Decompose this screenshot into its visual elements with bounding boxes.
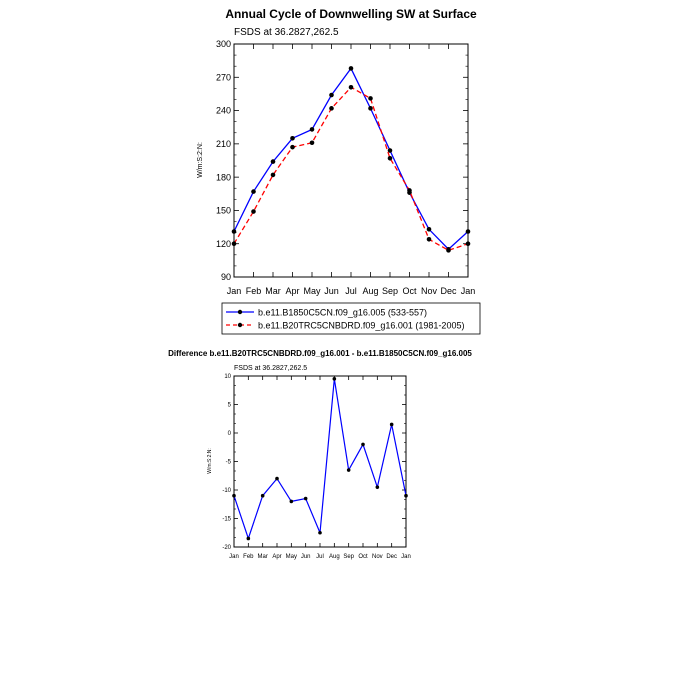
series-1-point bbox=[232, 241, 237, 246]
series-0-point bbox=[290, 500, 294, 504]
series-group bbox=[232, 66, 471, 253]
diff-chart-subtitle: FSDS at 36.2827,262.5 bbox=[234, 365, 308, 372]
series-0-point bbox=[232, 229, 237, 234]
series-1-point bbox=[446, 248, 451, 253]
series-0-point bbox=[347, 468, 351, 472]
series-0-point bbox=[427, 227, 432, 232]
x-tick-label: Sep bbox=[381, 286, 399, 296]
x-axis bbox=[227, 44, 476, 296]
x-tick-label: Apr bbox=[285, 286, 300, 296]
legend-marker-0 bbox=[238, 310, 242, 314]
series-1-point bbox=[368, 96, 373, 101]
series-0-point bbox=[390, 423, 394, 427]
annual-cycle-chart bbox=[197, 7, 480, 334]
y-tick-label: 180 bbox=[215, 172, 231, 183]
y-tick-label: -15 bbox=[222, 516, 231, 523]
series-0-point bbox=[275, 477, 279, 481]
x-tick-label: Jun bbox=[324, 286, 339, 296]
series-0-point bbox=[232, 494, 236, 498]
x-tick-label: Aug bbox=[328, 554, 340, 560]
difference-chart bbox=[168, 349, 472, 560]
series-0-point bbox=[361, 443, 365, 447]
x-tick-label: Oct bbox=[358, 554, 368, 560]
series-0-point bbox=[318, 531, 322, 535]
series-0-point bbox=[310, 127, 315, 132]
series-line-0 bbox=[234, 379, 406, 539]
x-tick-label: Dec bbox=[386, 554, 398, 560]
x-tick-label: May bbox=[303, 286, 321, 296]
series-1-point bbox=[466, 241, 471, 246]
series-1-point bbox=[329, 106, 334, 111]
x-tick-label: Jul bbox=[345, 286, 357, 296]
chart-title: Annual Cycle of Downwelling SW at Surface bbox=[225, 7, 477, 21]
series-0-point bbox=[271, 159, 276, 164]
series-1-point bbox=[290, 145, 295, 150]
y-tick-label: 10 bbox=[224, 374, 231, 381]
y-tick-label: 90 bbox=[220, 272, 231, 283]
plot-frame bbox=[234, 44, 468, 277]
y-tick-label: 240 bbox=[215, 105, 231, 116]
y-tick-label: -20 bbox=[222, 545, 231, 552]
series-line-0 bbox=[234, 68, 468, 249]
series-0-point bbox=[247, 537, 251, 541]
series-0-point bbox=[349, 66, 354, 71]
diff-chart-title: Difference b.e11.B20TRC5CNBDRD.f09_g16.001 - b.e11.B1850C5CN.f09_g16.005 bbox=[168, 349, 472, 358]
y-tick-label: 0 bbox=[227, 431, 231, 438]
x-tick-label: Nov bbox=[420, 286, 438, 296]
x-tick-label: Oct bbox=[402, 286, 417, 296]
x-tick-label: Jan bbox=[460, 286, 476, 296]
series-line-1 bbox=[234, 87, 468, 250]
chart-subtitle: FSDS at 36.2827,262.5 bbox=[234, 27, 339, 38]
series-1-point bbox=[271, 173, 276, 178]
x-tick-label: Jan bbox=[401, 554, 411, 560]
y-tick-label: 270 bbox=[215, 72, 231, 83]
series-0-point bbox=[261, 494, 265, 498]
diff-y-axis-label: W/m:S:2:N: bbox=[207, 448, 213, 474]
legend-label-1: b.e11.B20TRC5CNBDRD.f09_g16.001 (1981-2005) bbox=[258, 320, 465, 331]
series-1-point bbox=[349, 85, 354, 90]
y-tick-label: 120 bbox=[215, 238, 231, 249]
legend bbox=[222, 303, 480, 334]
y-tick-label: -10 bbox=[222, 488, 231, 495]
series-0-point bbox=[329, 93, 334, 98]
x-tick-label: Dec bbox=[440, 286, 457, 296]
series-0-point bbox=[333, 377, 337, 381]
series-0-point bbox=[251, 189, 256, 194]
x-tick-label: Feb bbox=[245, 286, 262, 296]
y-axis bbox=[216, 39, 468, 282]
x-tick-label: Mar bbox=[265, 286, 281, 296]
series-0-point bbox=[290, 136, 295, 141]
series-0-point bbox=[304, 497, 308, 501]
x-tick-label: Jan bbox=[229, 554, 239, 560]
x-tick-label: Nov bbox=[371, 554, 383, 560]
series-1-point bbox=[407, 188, 412, 193]
diff-y-axis bbox=[222, 374, 406, 551]
series-0-point bbox=[368, 106, 373, 111]
legend-label-0: b.e11.B1850C5CN.f09_g16.005 (533-557) bbox=[258, 307, 427, 318]
y-axis-label: W/m:S:2:N: bbox=[197, 142, 204, 178]
series-0-point bbox=[466, 229, 471, 234]
x-tick-label: Apr bbox=[272, 554, 282, 560]
y-tick-label: 210 bbox=[215, 139, 231, 150]
series-0-point bbox=[404, 494, 408, 498]
x-tick-label: Aug bbox=[362, 286, 379, 296]
y-tick-label: 300 bbox=[215, 39, 231, 50]
series-1-point bbox=[427, 237, 432, 242]
x-tick-label: Mar bbox=[257, 554, 268, 560]
x-tick-label: Feb bbox=[243, 554, 254, 560]
series-1-point bbox=[251, 209, 256, 214]
y-tick-label: 150 bbox=[215, 205, 231, 216]
diff-series-group bbox=[232, 377, 408, 540]
x-tick-label: May bbox=[285, 554, 298, 560]
series-0-point bbox=[376, 485, 380, 489]
x-tick-label: Jan bbox=[226, 286, 242, 296]
series-1-point bbox=[310, 140, 315, 145]
series-1-point bbox=[388, 156, 393, 161]
y-tick-label: 5 bbox=[227, 402, 231, 409]
diff-plot-frame bbox=[234, 376, 406, 547]
legend-marker-1 bbox=[238, 323, 242, 327]
y-tick-label: -5 bbox=[225, 459, 231, 466]
x-tick-label: Sep bbox=[343, 554, 355, 560]
x-tick-label: Jun bbox=[300, 554, 311, 560]
x-tick-label: Jul bbox=[316, 554, 324, 560]
